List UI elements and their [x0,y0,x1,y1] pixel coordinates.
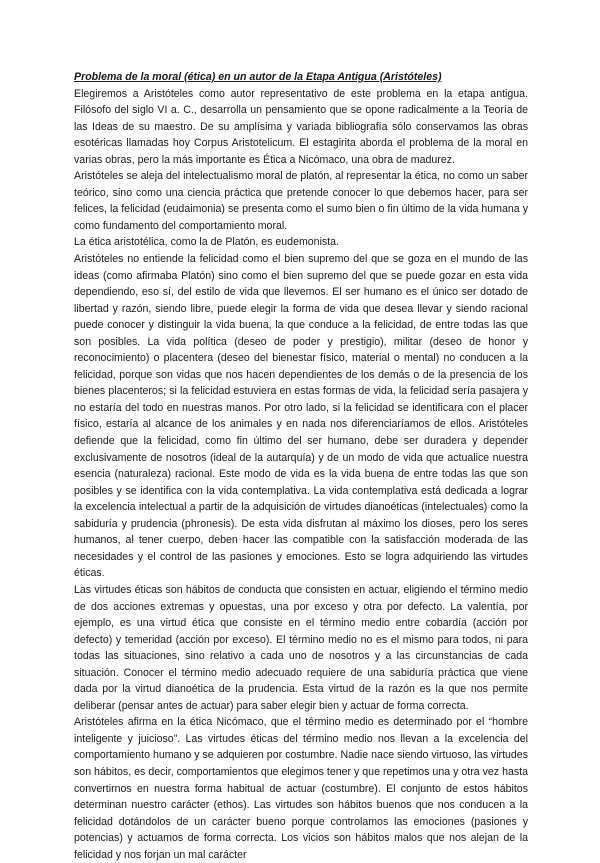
paragraph-ethics-practical: Aristóteles se aleja del intelectualismo moral de platón, al representar la ética, no como un saber teórico, sino como una ciencia práctica que pretende conocer lo que debemos hacer, para ser felices, la felicidad (eudaimonia) se presenta como el sumo bien o fin último de la vida humana y como fundamento del comportamiento moral. [74,170,528,232]
paragraph-happiness: Aristóteles no entiende la felicidad como el bien supremo del que se goza en el mundo de las ideas (como afirmaba Platón) sino como el bien supremo del que se puede gozar en esta vida dependiendo, eso sí, del estilo de vida que llevemos. El ser humano es el único ser dotado de libertad y razón, siendo libre, puede elegir la forma de vida que desea llevar y siendo racional puede conocer y distinguir la vida buena, la que conduce a la felicidad, de entre todas las que son posibles. La vida política (deseo de poder y prestigio), militar (deseo de honor y reconocimiento) o placentera (deseo del bienestar físico, material o mental) no conducen a la felicidad, porque son vidas que nos hacen dependientes de los demás o de la presencia de los bienes placenteros; si la felicidad estuviera en estas formas de vida, la felicidad sería pasajera y no estaría del todo en nuestras manos. Por otro lado, si la felicidad se identificara con el placer físico, estaría al alcance de los animales y en nada nos diferenciaríamos de ellos. Aristóteles defiende que la felicidad, como fin último del ser humano, debe ser duradera y depender exclusivamente de nosotros (ideal de la autarquía) y de un modo de vida que actualice nuestra esencia (naturaleza) racional. Este modo de vida es la vida buena de entre todas las que son posibles y se identifica con la vida contemplativa. La vida contemplativa está dedicada a lograr la excelencia intelectual a partir de la adquisición de virtudes dianoéticas (intelectuales) como la sabiduría y prudencia (phronesis). De esta vida disfrutan al máximo los dioses, pero los seres humanos, al tener cuerpo, deben hacer las compatible con la satisfacción moderada de las necesidades y el control de las pasiones y emociones. Esto se logra adquiriendo las virtudes éticas. [74,253,528,580]
paragraph-eudemonism: La ética aristotélica, como la de Platón, es eudemonista. [74,236,339,249]
paragraph-ethical-virtues: Las virtudes éticas son hábitos de conducta que consisten en actuar, eligiendo el término medio de dos acciones extremas y opuestas, una por exceso y otra por defecto. La valentía, por ejemplo, es una virtud ética que consiste en el término medio entre cobardía (acción por defecto) y temeridad (acción por exceso). El término medio no es el mismo para todos, ni para todas las situaciones, sino relativo a cada uno de nosotros y a las circunstancias de cada situación. Conocer el término medio adecuado requiere de una sabiduría práctica que viene dada por la virtud dianoética de la prudencia. Esta virtud de la razón es la que nos permite deliberar (pensar antes de actuar) para saber elegir bien y actuar de forma correcta. [74,583,528,712]
document-page [74,69,528,863]
paragraph-habits: Aristóteles afirma en la ética Nicómaco, que el término medio es determinado por el “hombre inteligente y juicioso”. Las virtudes éticas del término medio nos llevan a la excelencia del comportamiento humano y se adquieren por costumbre. Nadie nace siendo virtuoso, las virtudes son hábitos, es decir, comportamientos que elegimos tener y que repetimos una y otra vez hasta convertirnos en nuestra forma habitual de actuar (costumbre). El conjunto de estos hábitos determinan nuestro carácter (ethos). Las virtudes son hábitos buenos que nos conducen a la felicidad dotándolos de un carácter bueno porque controlamos las emociones (pasiones y potencias) y actuamos de forma correcta. Los vicios son hábitos malos que nos alejan de la felicidad y nos forjan un mal carácter [74,716,528,861]
document-title: Problema de la moral (ética) en un autor de la Etapa Antigua (Aristóteles) [74,71,442,83]
paragraph-intro: Elegiremos a Aristóteles como autor representativo de este problema en la etapa antigua. Filósofo del siglo VI a. C., desarrolla un pensamiento que se opone radicalmente a la Teoría de las Ideas de su maestro. De su amplísima y variada bibliografía sólo conservamos las obras esotéricas llamadas hoy Corpus Aristotelicum. El estagirita aborda el problema de la moral en varias obras, pero la más importante es Ética a Nicómaco, una obra de madurez. [74,87,528,166]
